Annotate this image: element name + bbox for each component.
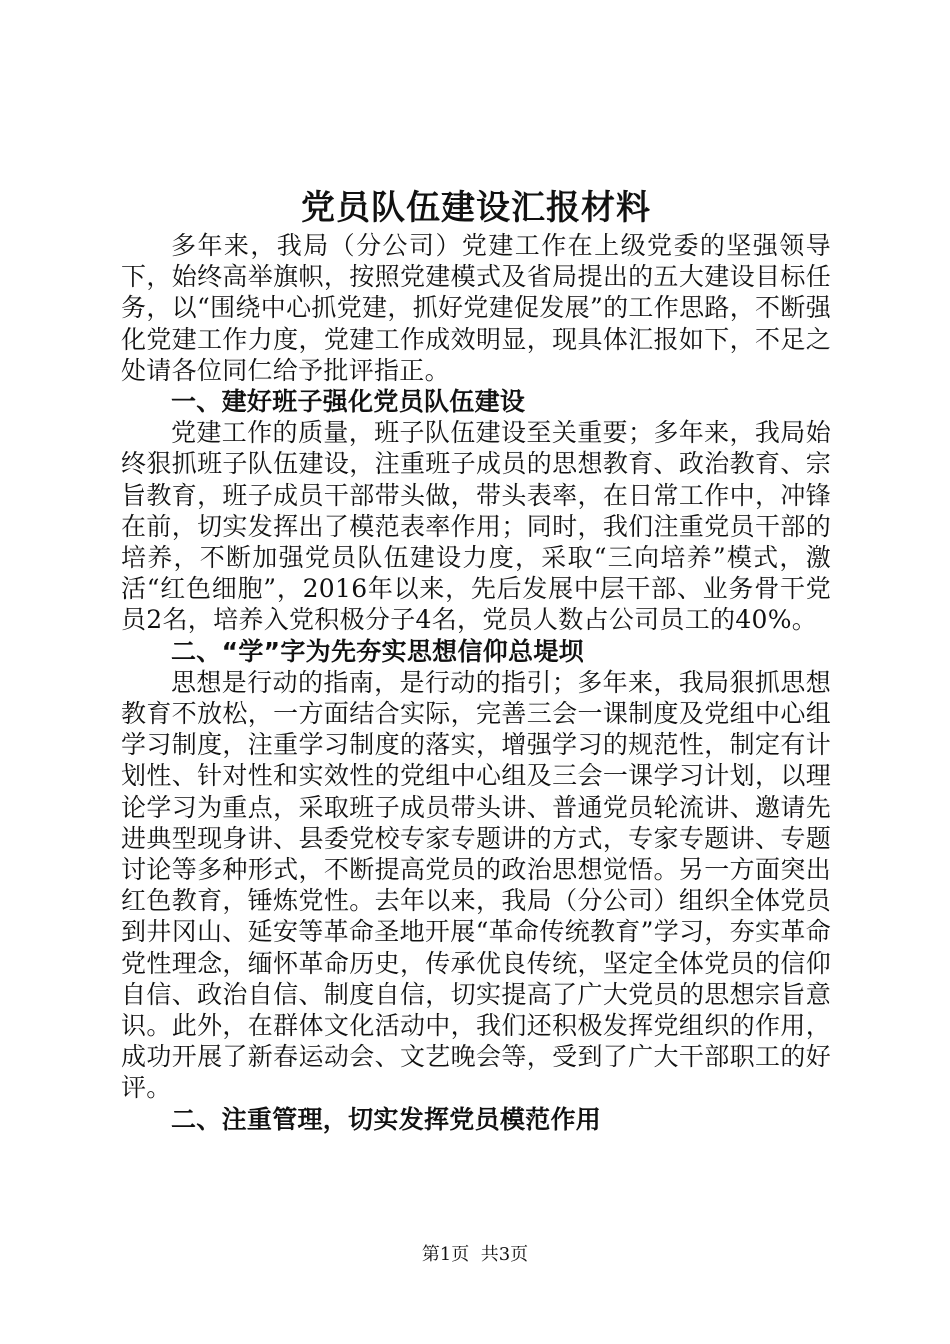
paragraph-section-1: 党建工作的质量，班子队伍建设至关重要；多年来，我局始终狠抓班子队伍建设，注重班子成员的思想教育、政治教育、宗旨教育，班子成员干部带头做，带头表率，在日常工作中，冲锋在前，切实发挥出了模范表率作用；同时，我们注重党员干部的培养，不断加强党员队伍建设力度，采取“三向培养”模式，激活“红色细胞”，2016年以来，先后发展中层干部、业务骨干党员2名，培养入党积极分子4名，党员人数占公司员工的40%。	[121, 418, 831, 635]
document-content	[121, 186, 831, 1135]
paragraph-section-2: 思想是行动的指南，是行动的指引；多年来，我局狠抓思想教育不放松，一方面结合实际，完善三会一课制度及党组中心组学习制度，注重学习制度的落实，增强学习的规范性，制定有计划性、针对性和实效性的党组中心组及三会一课学习计划，以理论学习为重点，采取班子成员带头讲、普通党员轮流讲、邀请先进典型现身讲、县委党校专家专题讲的方式，专家专题讲、专题讨论等多种形式，不断提高党员的政治思想觉悟。另一方面突出红色教育，锤炼党性。去年以来，我局（分公司）组织全体党员到井冈山、延安等革命圣地开展“革命传统教育”学习，夯实革命党性理念，缅怀革命历史，传承优良传统，坚定全体党员的信仰自信、政治自信、制度自信，切实提高了广大党员的思想宗旨意识。此外，在群体文化活动中，我们还积极发挥党组织的作用，成功开展了新春运动会、文艺晚会等，受到了广大干部职工的好评。	[121, 667, 831, 1103]
section-heading-3: 二、注重管理，切实发挥党员模范作用	[171, 1104, 602, 1134]
page-total: 共3页	[480, 1244, 529, 1265]
section-heading-1: 一、建好班子强化党员队伍建设	[171, 387, 526, 417]
document-title: 党员队伍建设汇报材料	[301, 188, 651, 228]
page-number: 第1页	[421, 1244, 470, 1265]
paragraph-intro: 多年来，我局（分公司）党建工作在上级党委的坚强领导下，始终高举旗帜，按照党建模式及省局提出的五大建设目标任务，以“围绕中心抓党建，抓好党建促发展”的工作思路，不断强化党建工作力度，党建工作成效明显，现具体汇报如下，不足之处请各位同仁给予批评指正。	[121, 231, 831, 385]
page-footer	[0, 1243, 950, 1267]
section-heading-2: 二、“学”字为先夯实思想信仰总堤坝	[171, 636, 584, 666]
